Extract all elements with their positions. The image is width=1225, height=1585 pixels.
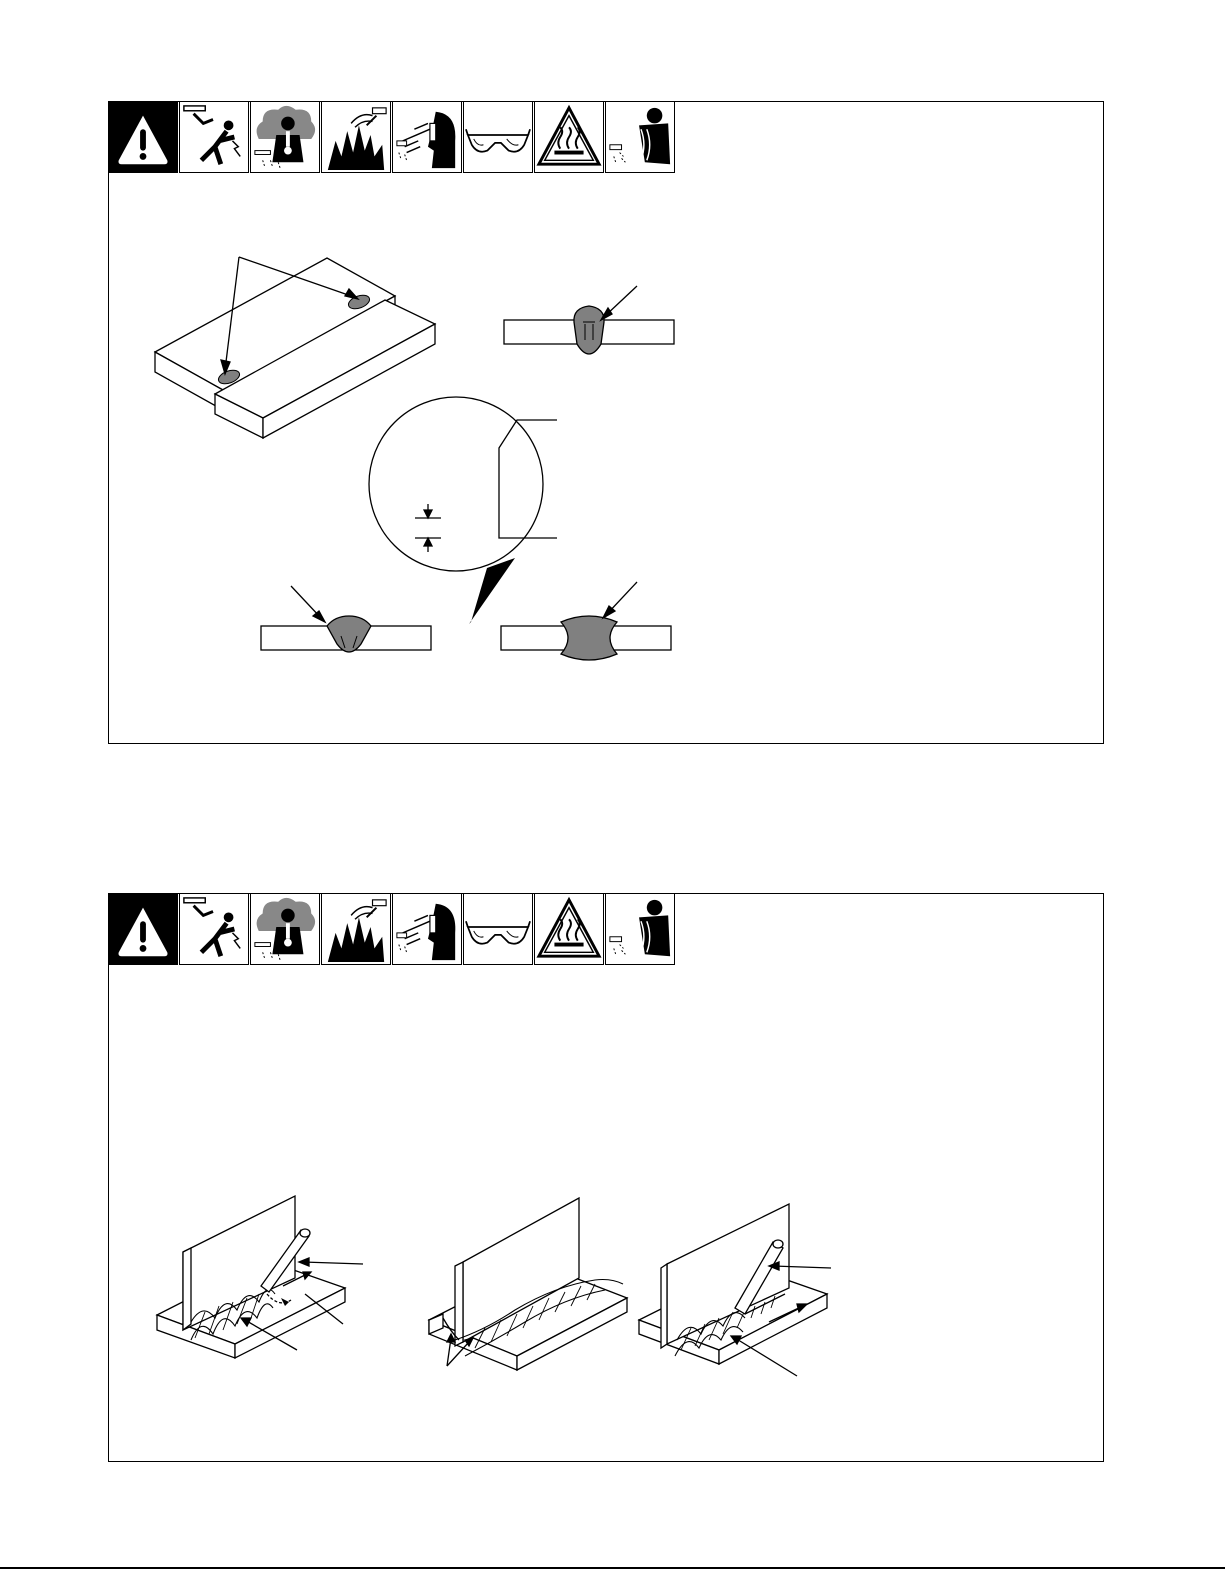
fillet-weld-finished [429,1198,627,1370]
fillet-weld-weave-electrode [157,1196,345,1358]
safety-symbol-strip [108,893,676,965]
safety-symbol-strip [108,101,676,173]
electric-shock-icon [179,893,249,965]
arc-rays-helmet-icon [392,893,462,965]
safety-panel-fillet-welds [108,893,1104,1462]
flying-sparks-icon [605,893,675,965]
arc-rays-helmet-icon [392,101,462,173]
tack-welded-plates [155,258,435,438]
fire-explosion-icon [321,893,391,965]
warning-triangle-icon [108,893,178,965]
flying-sparks-icon [605,101,675,173]
electric-shock-icon [179,101,249,173]
double-v-groove-weld [501,582,671,660]
magnified-root-face [369,397,557,571]
square-groove-weld-section [504,286,674,354]
page-bottom-rule [0,1567,1225,1569]
safety-glasses-icon [463,893,533,965]
fumes-gases-icon [250,893,320,965]
fillet-weld-figures [155,1190,875,1390]
safety-panel-butt-joints [108,101,1104,744]
fire-explosion-icon [321,101,391,173]
fillet-weld-stringer-electrode [639,1204,827,1364]
groove-weld-sections-lower [249,582,869,882]
single-v-groove-weld [261,586,431,652]
hot-surface-icon [534,101,604,173]
warning-triangle-icon [108,101,178,173]
safety-glasses-icon [463,101,533,173]
fumes-gases-icon [250,101,320,173]
hot-surface-icon [534,893,604,965]
